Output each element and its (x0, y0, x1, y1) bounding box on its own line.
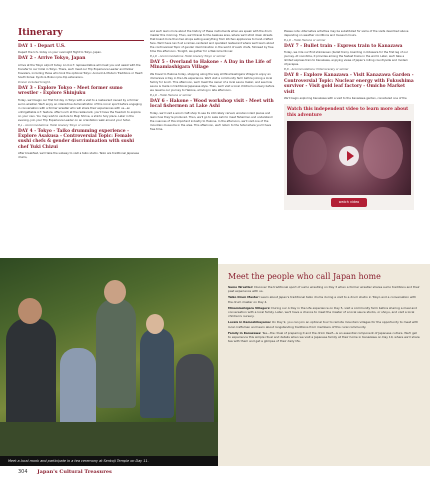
day-meals: B,L,D - Hotel Hakone or similar (284, 38, 326, 42)
photo-person-head (104, 280, 126, 304)
day-body: Today, we ride our first shinkansen (bullet train), boarding in Odawara for the first leg of our journey. At noontime, it provides among the fastest trains in the world. Later, we'll take a limited express train to Kanazawa, enjoying views of Japan's rolling countryside and modern cityscapes. (284, 50, 409, 67)
meet-item (228, 306, 420, 319)
footer-title: Japan's Cultural Treasures (37, 469, 112, 475)
meet-item-text: On Day 9, you can join an optional tour to remote mountain villages for the opportunity to meet with local craftsmen and learn about longstanding traditions from members of this rural community. (228, 320, 419, 329)
thumbnail-figure (293, 131, 327, 175)
meet-item-name: Minamiashigara Villagers: (228, 305, 271, 310)
photo-ground (0, 422, 218, 456)
photo-caption: Meet a local monk and participate in a tea ceremony at Senkoji Temple on Day 11. (0, 456, 218, 466)
day-entry (284, 73, 414, 100)
meet-item-name: Locals in Kamoshikayama: (228, 320, 271, 325)
day-entry (18, 56, 144, 83)
day-title: DAY 5 - Overland to Hakone - A Day in the Life of Minamiashigara Village (150, 60, 272, 71)
day-meals: B,L - Accommodations: Hotel Gracery Tokyo or similar (18, 122, 91, 127)
day-body: and we'll learn more about the history of these instruments when we speak with the drum master this morning. Then, we'll travel to the Asakusa area, where we'll stroll down streets that boast more than two shops selling everything from kitchen appliances to hand-crafted fans. We'll have lunch at a ramen-centered and operated restaurant where we'll learn about the controversial Topic of gender discrimination in the world of sushi chefs, followed by free time this afternoon. Tonight, we gather for a Welcome Dinner. (150, 29, 275, 53)
day-body: We travel to Hakone today, stopping along the way at Minamiashigara Village to enjoy an immersive A Day in the Life experience. We'll visit a community farm before joining a local family for lunch. This afternoon, we'll meet the owner of a local sauce maker, and see how sauce is made in traditional Japanese style. Then, we'll visit a local children's nursery before we resume our journey to Hakone, arriving in late afternoon. (150, 71, 275, 92)
itinerary-column-3 (284, 28, 414, 210)
day-body: After breakfast, we'll take the subway to visit a taiko studio. Taiko are traditional Japanese drums, (18, 151, 140, 160)
day-title: DAY 3 - Explore Tokyo - Meet former sumo wrestler - Explore Shinjuku (18, 85, 123, 97)
day-body: Arrive at the Tokyo airport today. An O.A.T. representative will meet you and assist with the transfer to our hotel in Tokyo. There, we'll meet our Trip Experience Leader and fellow travelers, including those who took the optional Tokyo: Ancient & Modern Traditions or Heart: South Korea: Kyoto & Bokuni pre-trip extensions. (18, 62, 144, 79)
meet-item-text: Tea—the ritual of preparing it and the drink itself—is an essential component of Japanese culture. We'll get to experience this simple ritual and details when we visit a Japanese family at their home in Kanazawa on Day 10, where we'll share tea with them and get a glimpse of their daily life. (228, 330, 420, 344)
panel-bottom-fill (218, 456, 430, 466)
meet-item (228, 331, 420, 344)
day-title: DAY 6 - Hakone - Wood workshop visit - Meet with local fishermen at Lake Ashi (150, 98, 274, 110)
day-meals: B,L,D - Hotel Hakone or similar (150, 92, 192, 97)
meet-item-name: Taiko Drum Master: (228, 295, 260, 300)
day-continuation (150, 29, 276, 58)
day-title: DAY 2 - Arrive Tokyo, Japan (18, 56, 86, 62)
itinerary-column-1 (18, 28, 144, 161)
page-number: 304 (18, 469, 28, 475)
page-footer (18, 469, 112, 476)
note-text: Please note: Alternative activities may be substituted for some of the visits described above depending on weather conditions and museum hours. (284, 29, 409, 37)
photo-person-head (18, 298, 42, 324)
itinerary-heading: Itinerary (18, 28, 144, 41)
day-continuation (284, 29, 414, 42)
day-body: Today, we'll visit a wood craft shop to see its intricately carved, wooden inlaid pieces and learn how they're produced. Then, we'll go to Lake Ashi to meet fishermen and understand the nuances of this important industry to Hakone. In the afternoon, we'll visit one of the mountain museums in the area. This afternoon, we'll return to the hotel where you'll have free time. (150, 110, 273, 131)
watch-video-button[interactable]: watch video (331, 198, 367, 207)
day-body: Today, we'll begin our first full day in Tokyo with a visit to a restaurant owned by a former sumo wrestler. We'll enjoy an interactive demonstration of this iconic sport before engaging in conversation with a former wrestler who will share their experiences with us—an unforgettable A.T. feature. After lunch at the restaurant, you'll have the freedom to explore on your own. You may wish to venture to Meiji Shrine, a shinto holy place. Later in the evening, join your Trip Experience Leader on an orientation walk around your hotel. (18, 97, 142, 122)
day-body: Depart the U.S. today on your overnight flight to Tokyo, Japan. (18, 50, 102, 55)
meet-item (228, 320, 420, 328)
day-entry (150, 60, 276, 97)
photo-person (96, 298, 136, 408)
day-title: DAY 1 - Depart U.S. (18, 44, 66, 49)
day-title: DAY 8 - Explore Kanazawa - Visit Kanazawa Garden - Controversial Topic: Nuclear energy with Fukushima survivor - Visit gold leaf factory - Omicho Market visit (284, 73, 414, 95)
photo-person (176, 354, 214, 430)
day-body: We'll begin exploring Kanazawa with a visit to the Kanazawa garden, considered one of the (284, 96, 407, 101)
meet-panel-title: Meet the people who call Japan home (228, 272, 381, 281)
play-icon[interactable] (339, 146, 359, 166)
day-title: DAY 4 - Tokyo - Taiko drumming experience - Explore Asakusa - Controversial Topic: Female sushi chefs & gender discrimination with sushi chef Yuki Chizui (18, 128, 135, 150)
meet-item-text: Discover the traditional sport of sumo wrestling on Day 3 when a former wrestler shares sumo traditions and their past experience with us. (228, 285, 420, 294)
video-promo-title: Watch this independent video to learn more about this adventure (287, 107, 409, 119)
meet-item (228, 295, 420, 303)
day-meals: Dinner included tonight. (18, 79, 51, 84)
meet-the-people-panel (218, 264, 430, 456)
photo-person (60, 348, 96, 428)
photo-person (140, 328, 174, 418)
meet-item-text: Learn about Japan's traditional taiko drums during a visit to a drum studio in Tokyo and a conversation with the drum master on Day 4. (228, 295, 417, 304)
day-entry (18, 86, 144, 127)
day-entry (284, 44, 414, 71)
day-title: DAY 7 - Bullet train - Express train to Kanazawa (284, 44, 403, 49)
photo-person (6, 318, 56, 428)
meet-item-text: During our A Day in the Life experience on Day 5, visit a community farm before sharing a meal and conversation with a local family. Later, we'll have a chance to meet the master of a local sauce studio, or shoyu, and visit a local children's nursery. (228, 305, 417, 319)
video-promo-box (284, 104, 414, 210)
people-photo (0, 258, 218, 456)
day-meals: B,L,D - Accommodations: Hotel Gracery Tokyo or similar (150, 54, 226, 58)
day-entry (18, 129, 144, 160)
day-entry (150, 99, 276, 131)
video-thumbnail[interactable] (287, 121, 411, 195)
day-meals: B,D - Accommodations: Hotel Gracery or similar (284, 67, 349, 72)
itinerary-column-2 (150, 28, 276, 133)
meet-item (228, 285, 420, 293)
thumbnail-figure (363, 127, 403, 179)
meet-item-name: Family in Kanazawa: (228, 330, 262, 335)
day-entry (18, 44, 144, 54)
meet-item-name: Sumo Wrestler: (228, 285, 254, 289)
photo-person-head (146, 314, 164, 334)
